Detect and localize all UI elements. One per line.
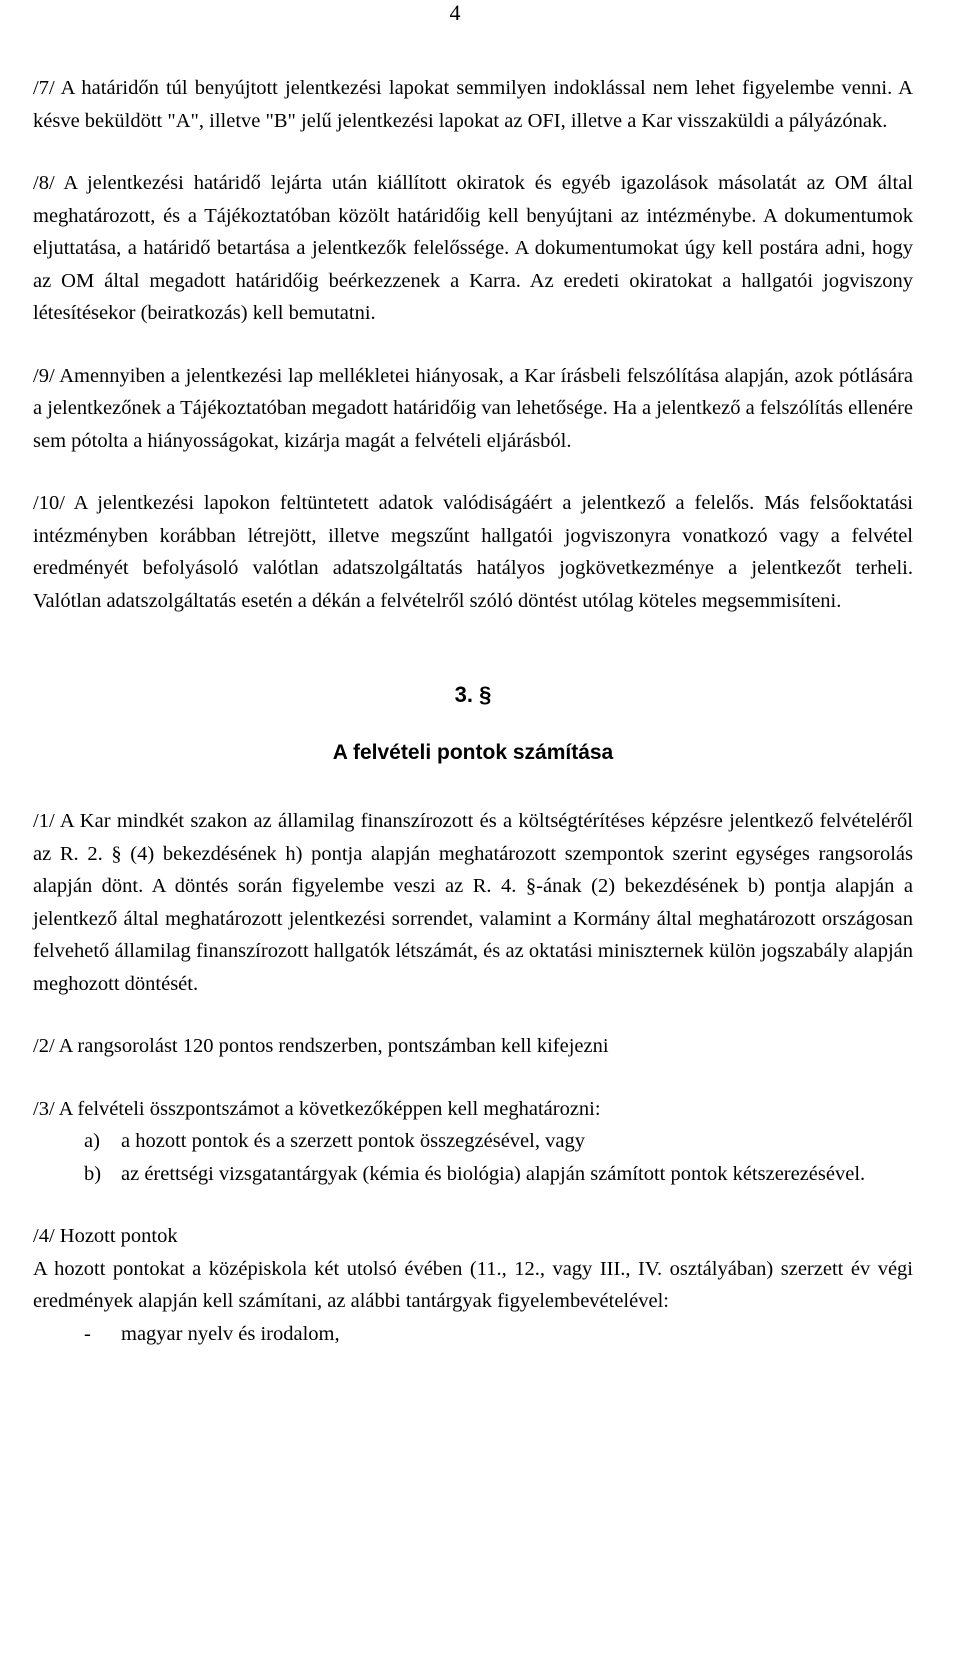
paragraph-10: /10/ A jelentkezési lapokon feltüntetett adatok valódiságáért a jelentkező a felelős. Más felsőoktatási intézményben korábban létrejött, illetve megszűnt hallgatói jogviszonyra vonatkozó vagy a felvétel eredményét befolyásoló valótlan adatszolgáltatás hatályos jogkövetkezménye a jelentkezőt terheli. Valótlan adatszolgáltatás esetén a dékán a felvételről szóló döntést utólag köteles megsemmisíteni.: [33, 492, 913, 612]
page-content: [33, 72, 913, 1350]
list-item: [33, 1318, 913, 1351]
score-method-list: [33, 1125, 913, 1190]
list-marker: b): [84, 1162, 102, 1185]
section-paragraph-1: /1/ A Kar mindkét szakon az államilag finanszírozott és a költségtérítéses képzésre jelentkező felvételéről az R. 2. § (4) bekezdésének h) pontja alapján meghatározott szempontok szerint egységes rangsorolás alapján dönt. A döntés során figyelembe veszi az R. 4. §-ának (2) bekezdésének b) pontja alapján a jelentkező által meghatározott jelentkezési sorrendet, valamint a Kormány által meghatározott országosan felvehető államilag finanszírozott hallgatók létszámát, és az oktatási miniszternek külön jogszabály alapján meghozott döntését.: [33, 810, 913, 995]
section-number: 3. §: [454, 682, 492, 707]
paragraph-9: /9/ Amennyiben a jelentkezési lap mellékletei hiányosak, a Kar írásbeli felszólítása alapján, azok pótlására a jelentkezőnek a Tájékoztatóban megadott határidőig van lehetősége. Ha a jelentkező a felszólítás ellenére sem pótolta a hiányosságokat, kizárja magát a felvételi eljárásból.: [33, 364, 913, 452]
paragraph-7: /7/ A határidőn túl benyújtott jelentkezési lapokat semmilyen indoklással nem lehet figyelembe venni. A késve beküldött "A", illetve "B" jelű jelentkezési lapokat az OFI, illetve a Kar visszaküldi a pályázónak.: [33, 77, 913, 132]
list-item: [33, 1158, 913, 1191]
list-marker: a): [84, 1130, 100, 1152]
section-title: A felvételi pontok számítása: [332, 741, 614, 764]
section-paragraph-2: /2/ A rangsorolást 120 pontos rendszerben, pontszámban kell kifejezni: [33, 1035, 609, 1057]
section-paragraph-4-heading: /4/ Hozott pontok: [33, 1225, 178, 1247]
page-number: 4: [449, 0, 461, 25]
list-item-text: az érettségi vizsgatantárgyak (kémia és biológia) alapján számított pontok kétszerezésével.: [121, 1162, 866, 1185]
section-paragraph-4-text: A hozott pontokat a középiskola két utolsó évében (11., 12., vagy III., IV. osztályában) szerzett év végi eredmények alapján kell számítani, az alábbi tantárgyak figyelembevételével:: [33, 1257, 913, 1312]
list-item: [33, 1125, 913, 1158]
list-item-text: a hozott pontok és a szerzett pontok összegzésével, vagy: [121, 1130, 585, 1152]
list-item-text: magyar nyelv és irodalom,: [121, 1322, 340, 1345]
list-marker: -: [84, 1322, 91, 1345]
section-paragraph-3: /3/ A felvételi összpontszámot a következőképpen kell meghatározni:: [33, 1097, 601, 1120]
paragraph-8: /8/ A jelentkezési határidő lejárta után kiállított okiratok és egyéb igazolások másolatát az OM által meghatározott, és a Tájékoztatóban közölt határidőig kell benyújtani az intézménybe. A dokumentumok eljuttatása, a határidő betartása a jelentkezők felelőssége. A dokumentumokat úgy kell postára adni, hogy az OM által megadott határidőig beérkezzenek a Karra. Az eredeti okiratokat a hallgatói jogviszony létesítésekor (beiratkozás) kell bemutatni.: [33, 172, 913, 324]
subject-list: [33, 1318, 913, 1351]
